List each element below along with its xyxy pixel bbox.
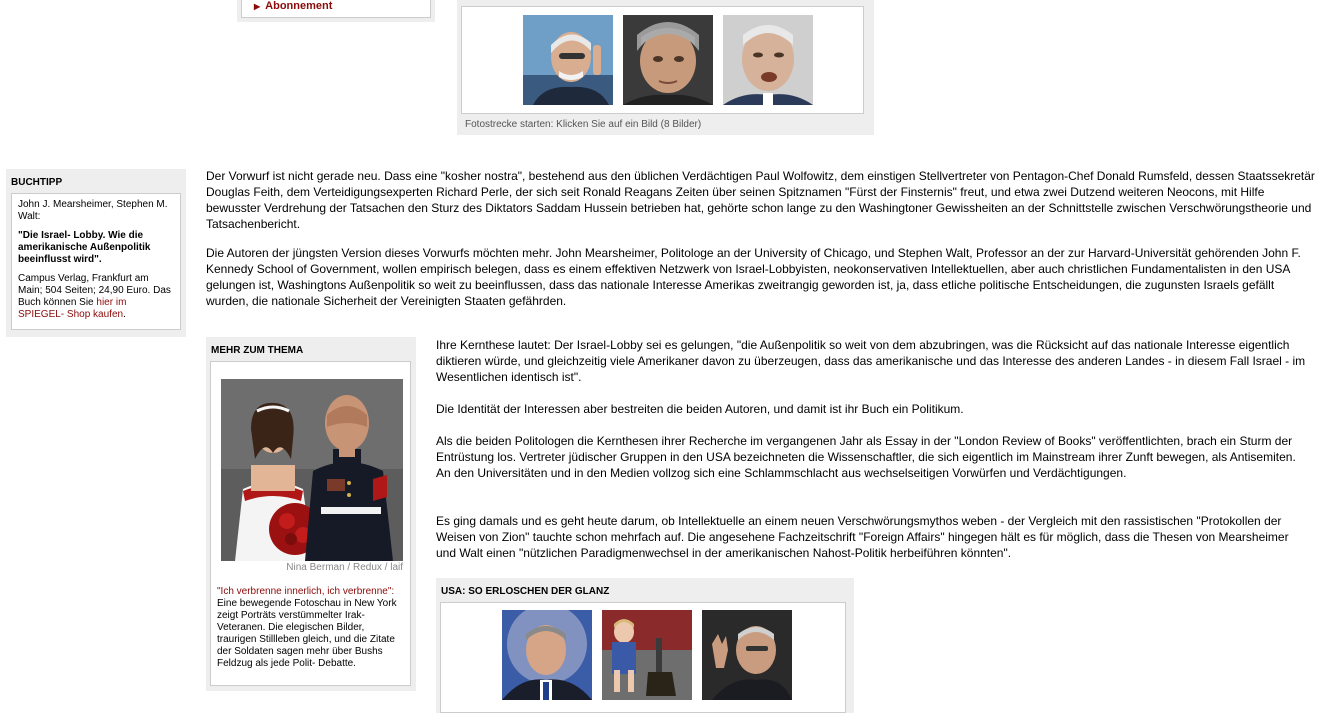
article-paragraph-3: Ihre Kernthese lautet: Der Israel-Lobby sei es gelungen, "die Außenpolitik so weit von dem abzubringen, was die Rücksicht auf das nationale Interesse eigentlich diktieren würde, und gleichzeitig viele Amerikaner davon zu überzeugen, dass das amerikanische und das Interesse des anderen Landes - in diesem Fall Israel - im Wesentlichen identisch ist". xyxy=(436,338,1306,384)
usa-thumb-2[interactable] xyxy=(602,610,692,700)
usa-photo-1 xyxy=(502,610,592,700)
teaser-body: Eine bewegende Fotoschau in New York zeigt Porträts verstümmelter Irak- Veteranen. Die elegischen Bilder, traurigen Stillleben gleich, und die Zitate der Soldaten sagen mehr über Bushs Feldzug als jede Polit- Debatte. xyxy=(217,598,397,669)
veteran-wedding-photo[interactable] xyxy=(221,379,403,561)
mehr-zum-thema-heading: MEHR ZUM THEMA xyxy=(211,345,304,356)
book-title: "Die Israel- Lobby. Wie die amerikanische Außenpolitik beeinflusst wird". xyxy=(18,230,151,265)
article-paragraph-1: Der Vorwurf ist nicht gerade neu. Dass eine "kosher nostra", bestehend aus den üblichen Verdächtigen Paul Wolfowitz, dem einstigen Stellvertreter von Pentagon-Chef Donald Rumsfeld, dessen Staatssekretär Douglas Feith, dem Verteidigungsexperten Richard Perle, der sich seit Ronald Reagans Zeiten über seinen Spitznamen "Fürst der Finsternis" freut, und etwa zwei Dutzend weiteren Neocons, mit Hilfe bewusster Verdrehung der Tatsachen den Sturz des Diktators Saddam Hussein betrieben hat, gehörte schon lange zu den Washingtoner Gewissheiten an der Schnittstelle zwischen Verschwörungstheorie und Tatsachenbericht. xyxy=(206,169,1315,231)
usa-gallery-heading: USA: SO ERLOSCHEN DER GLANZ xyxy=(441,586,610,597)
nav-box-inner xyxy=(241,0,431,18)
book-publisher: Campus Verlag, Frankfurt am Main; 504 Seiten; 24,90 Euro. xyxy=(18,273,151,296)
gallery-thumb-2[interactable] xyxy=(623,15,713,105)
gallery-thumb-3[interactable] xyxy=(723,15,813,105)
arrow-right-icon: ▶ xyxy=(254,2,261,11)
buchtipp-content xyxy=(11,193,181,330)
photo-credit: Nina Berman / Redux / laif xyxy=(286,562,403,573)
book-authors: John J. Mearsheimer, Stephen M. Walt: xyxy=(18,199,168,222)
usa-thumb-1[interactable] xyxy=(502,610,592,700)
nav-box xyxy=(237,0,435,22)
usa-thumb-3[interactable] xyxy=(702,610,792,700)
mehr-zum-thema-teaser xyxy=(217,586,405,670)
article-paragraph-5: Als die beiden Politologen die Kernthesen ihrer Recherche im vergangenen Jahr als Essay in der "London Review of Books" veröffentlichten, brach ein Sturm der Entrüstung los. Vertreter jüdischer Gruppen in den USA bezeichneten die Wissenschaftler, die sich eigentlich im Mainstream ihrer Zunft bewegen, als Antisemiten. An den Universitäten und in den Medien vollzog sich eine Schlammschlacht aus wechselseitigen Vorwürfen und Verdächtigungen. xyxy=(436,434,1296,480)
mehr-zum-thema-content xyxy=(210,361,411,686)
book-details xyxy=(18,273,174,321)
portrait-photo-3 xyxy=(723,15,813,105)
portrait-photo-2 xyxy=(623,15,713,105)
buchtipp-heading: BUCHTIPP xyxy=(11,177,63,188)
book-buy-text: Das Buch können Sie xyxy=(18,285,171,308)
book-buy-end: . xyxy=(123,309,126,320)
article-paragraph-4: Die Identität der Interessen aber bestreiten die beiden Autoren, und damit ist ihr Buch ein Politikum. xyxy=(436,402,964,416)
portrait-photo-1 xyxy=(523,15,613,105)
usa-photo-2 xyxy=(602,610,692,700)
buchtipp-box xyxy=(6,169,186,337)
usa-gallery-box xyxy=(436,578,854,713)
mehr-zum-thema-box xyxy=(206,337,416,691)
wedding-photo-image xyxy=(221,379,403,561)
article-paragraph-2: Die Autoren der jüngsten Version dieses Vorwurfs möchten mehr. John Mearsheimer, Politologe an der University of Chicago, und Stephen Walt, Professor an der zur Harvard-Universität gehörenden John F. Kennedy School of Government, wollen empirisch belegen, dass es einem effektiven Netzwerk von Israel-Lobbyisten, neokonservativen Intellektuellen, aber auch christlichen Fundamentalisten in den USA gelungen ist, Washingtons Außenpolitik so weit zu beeinflussen, dass das nationale Interesse Amerikas zweitrangig geworden ist, ja, dass etliche politische Entscheidungen, die zugunsten Israels gefällt wurden, die nationale Sicherheit der Vereinigten Staaten gefährden. xyxy=(206,246,1301,308)
article-paragraph-6: Es ging damals und es geht heute darum, ob Intellektuelle an einem neuen Verschwörungsmythos weben - der Vergleich mit den rassistischen "Protokollen der Weisen von Zion" tauchte schon mehrfach auf. Die angesehene Fachzeitschrift "Foreign Affairs" hingegen hält es für möglich, dass die Thesen von Mearsheimer und Walt einen "nützlichen Paradigmenwechsel in der amerikanischen Nahost-Politik herbeiführen könnten". xyxy=(436,514,1289,560)
abonnement-link[interactable] xyxy=(254,0,332,12)
teaser-link[interactable]: "Ich verbrenne innerlich, ich verbrenne": xyxy=(217,586,395,597)
gallery-frame xyxy=(461,6,864,114)
photo-gallery-top xyxy=(457,0,874,135)
gallery-thumb-1[interactable] xyxy=(523,15,613,105)
spiegel-shop-link[interactable]: hier im SPIEGEL- Shop kaufen xyxy=(18,297,127,320)
usa-photo-3 xyxy=(702,610,792,700)
gallery-caption: Fotostrecke starten: Klicken Sie auf ein Bild (8 Bilder) xyxy=(465,119,702,130)
abonnement-label: Abonnement xyxy=(265,0,333,12)
usa-gallery-frame xyxy=(440,602,846,713)
